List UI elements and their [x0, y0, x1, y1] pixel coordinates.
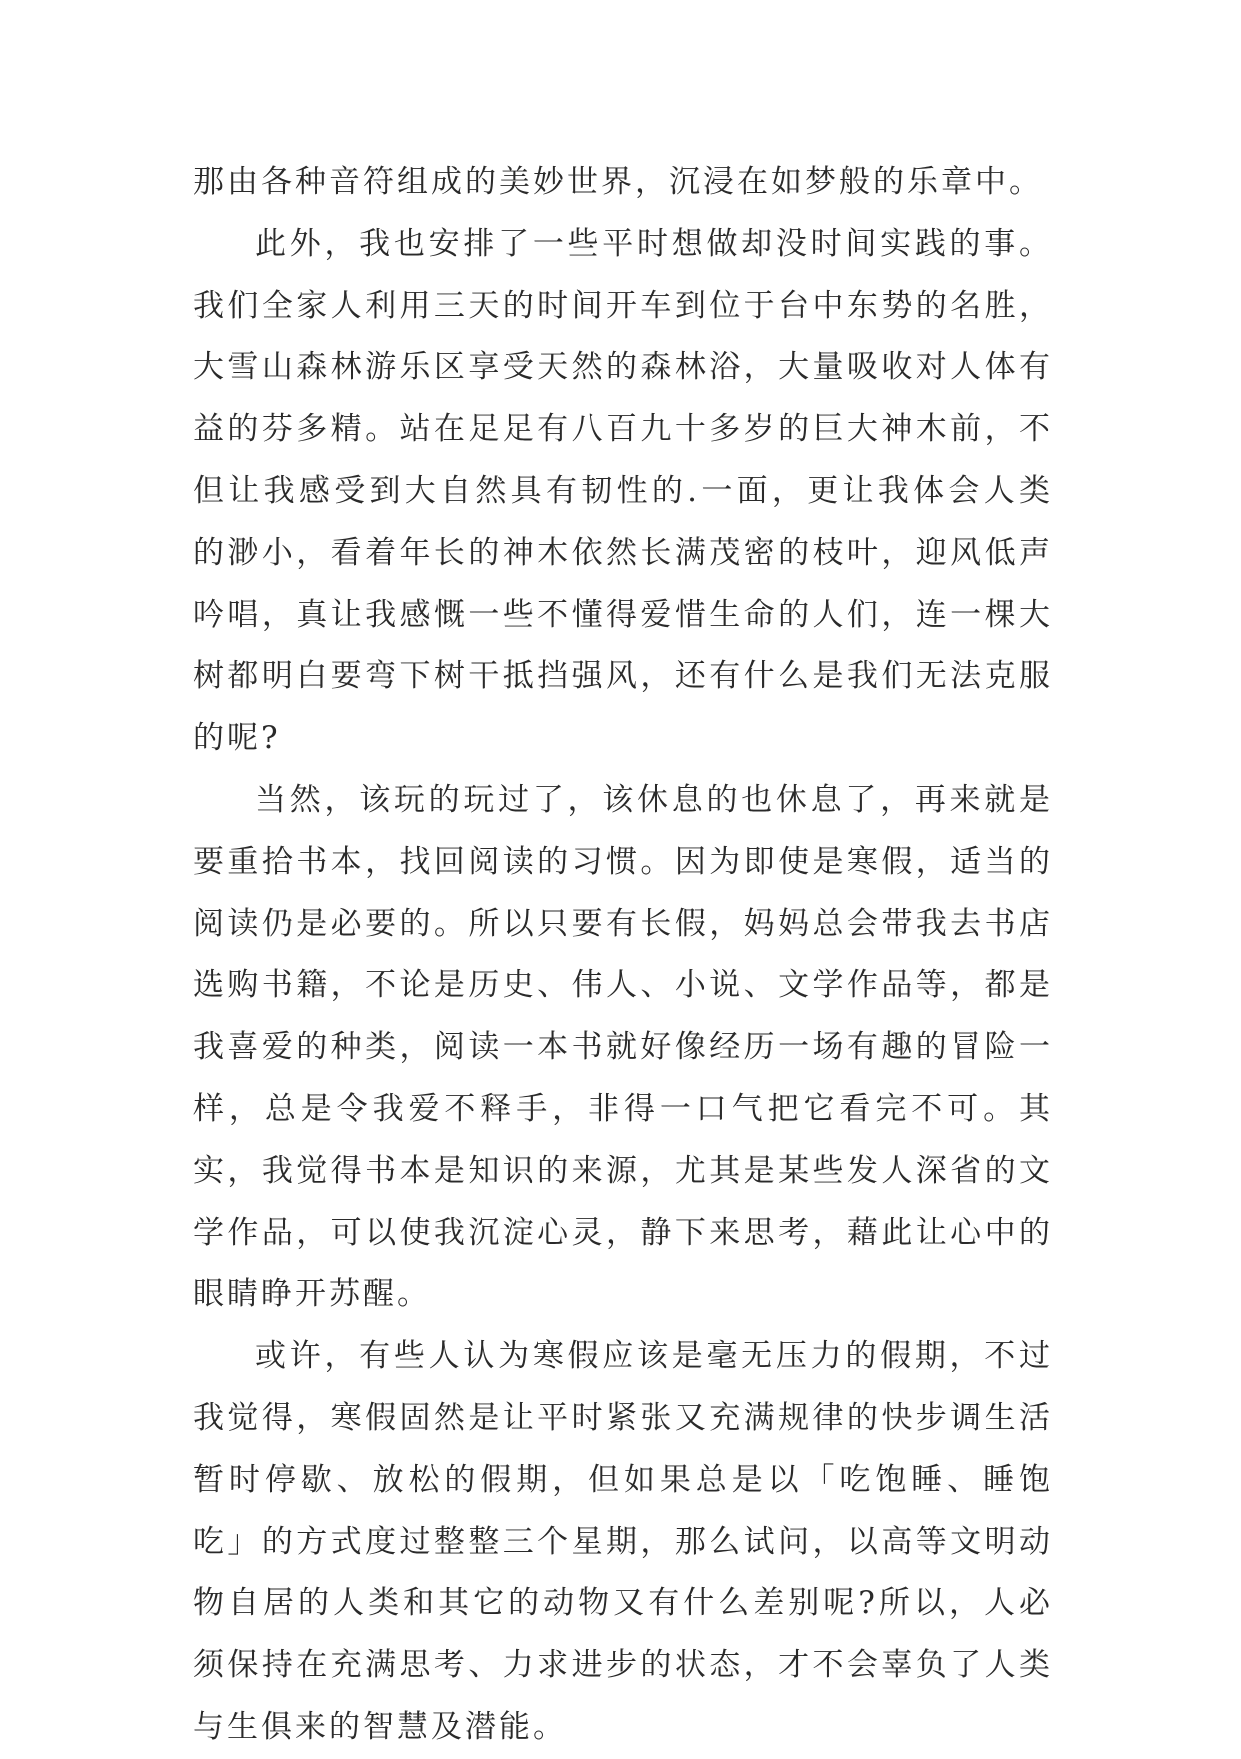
paragraph-4: 或许，有些人认为寒假应该是毫无压力的假期，不过我觉得，寒假固然是让平时紧张又充满规律的快步调生活暂时停歇、放松的假期，但如果总是以「吃饱睡、睡饱吃」的方式度过整整三个星期，那么试问，以高等文明动物自居的人类和其它的动物又有什么差别呢?所以，人必须保持在充满思考、力求进步的状态，才不会辜负了人类与生俱来的智慧及潜能。 — [193, 1338, 1053, 1745]
paragraph-3: 当然，该玩的玩过了，该休息的也休息了，再来就是要重拾书本，找回阅读的习惯。因为即使是寒假，适当的阅读仍是必要的。所以只要有长假，妈妈总会带我去书店选购书籍，不论是历史、伟人、小说、文学作品等，都是我喜爱的种类，阅读一本书就好像经历一场有趣的冒险一样，总是令我爱不释手，非得一口气把它看完不可。其实，我觉得书本是知识的来源，尤其是某些发人深省的文学作品，可以使我沉淀心灵，静下来思考，藉此让心中的眼睛睁开苏醒。 — [193, 781, 1053, 1313]
paragraph-2: 此外，我也安排了一些平时想做却没时间实践的事。我们全家人利用三天的时间开车到位于台中东势的名胜，大雪山森林游乐区享受天然的森林浴，大量吸收对人体有益的芬多精。站在足足有八百九十多岁的巨大神木前，不但让我感受到大自然具有韧性的.一面，更让我体会人类的渺小，看着年长的神木依然长满茂密的枝叶，迎风低声吟唱，真让我感慨一些不懂得爱惜生命的人们，连一棵大树都明白要弯下树干抵挡强风，还有什么是我们无法克服的呢? — [193, 225, 1053, 757]
document-body — [193, 152, 1053, 1759]
paragraph-1: 那由各种音符组成的美妙世界，沉浸在如梦般的乐章中。 — [193, 164, 1043, 200]
